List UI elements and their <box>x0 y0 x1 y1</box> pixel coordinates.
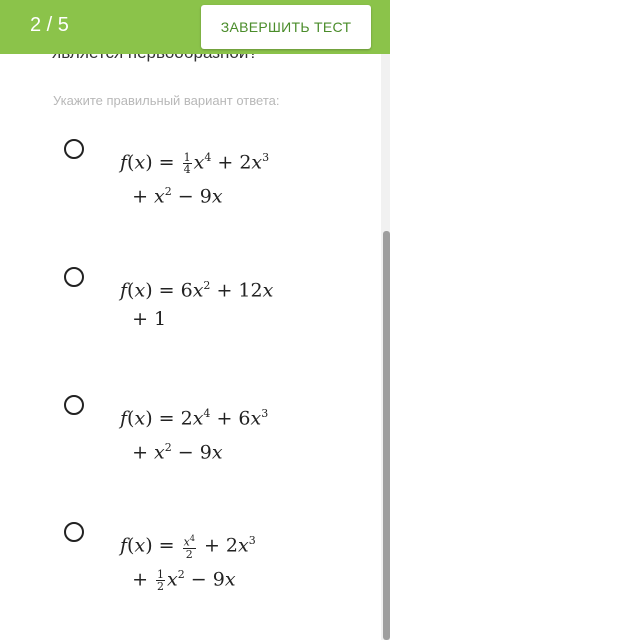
scrollbar-thumb[interactable] <box>383 231 390 640</box>
radio-button[interactable] <box>64 395 84 415</box>
formula: $f(x) = 6x^2 + 12x$ + 1 <box>120 279 274 331</box>
finish-test-button[interactable]: ЗАВЕРШИТЬ ТЕСТ <box>201 5 371 49</box>
radio-button[interactable] <box>64 267 84 287</box>
formula: f(x) = $\frac{x^4}{2}$ + $2x^3$ + $\frac{1}{2}$ $x^2 - 9x$ <box>120 534 256 594</box>
radio-button[interactable] <box>64 522 84 542</box>
empty-area <box>390 0 640 640</box>
formula: $f(x) = 2x^4 + 6x^3$ + $x^2 - 9x$ <box>120 407 269 464</box>
formula: f(x) = $\frac{1}{4}$ $x^4 + 2x^3$ + $x^2 - 9x$ <box>120 150 270 208</box>
radio-button[interactable] <box>64 139 84 159</box>
answer-hint: Укажите правильный вариант ответа: <box>53 93 280 108</box>
top-bar <box>0 0 390 54</box>
question-counter: 2 / 5 <box>30 14 69 36</box>
